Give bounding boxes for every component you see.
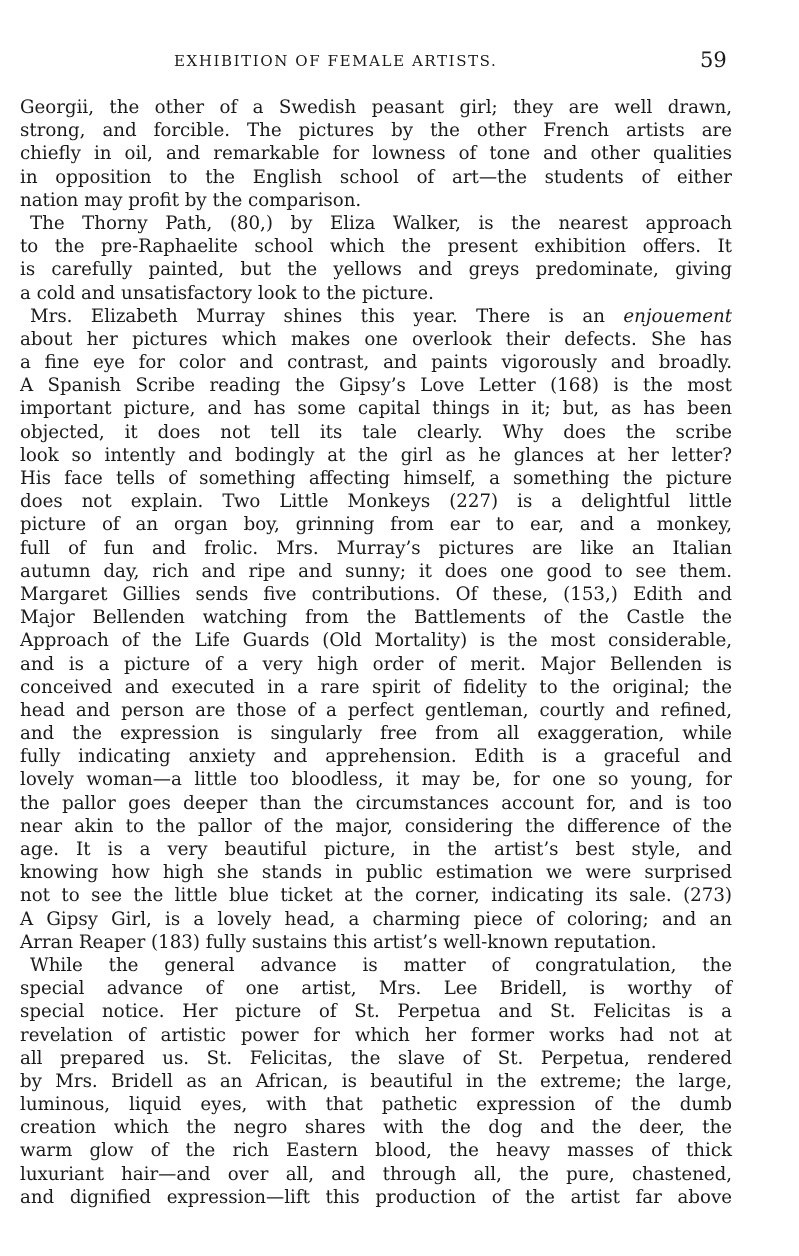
text-line: and the expression is singularly free from all exaggeration, while <box>20 723 732 745</box>
text-line: Margaret Gillies sends five contributions. Of these, (153,) Edith and <box>20 583 732 605</box>
article-body <box>20 96 732 1209</box>
text-line: luminous, liquid eyes, with that pathetic expression of the dumb <box>20 1094 732 1116</box>
text-line: autumn day, rich and ripe and sunny; it does one good to see them. <box>20 560 732 582</box>
text-line: strong, and forcible. The pictures by the other French artists are <box>20 120 732 142</box>
page-number: 59 <box>700 48 727 72</box>
text-line: and dignified expression—lift this production of the artist far above <box>20 1186 732 1208</box>
text-line: and is a picture of a very high order of merit. Major Bellenden is <box>20 653 732 675</box>
text-line: Approach of the Life Guards (Old Mortality) is the most considerable, <box>20 630 732 652</box>
text-line: full of fun and frolic. Mrs. Murray’s pictures are like an Italian <box>20 537 732 559</box>
text-line: A Spanish Scribe reading the Gipsy’s Love Letter (168) is the most <box>20 375 732 397</box>
running-head <box>0 50 799 74</box>
text-line: conceived and executed in a rare spirit of fidelity to the original; the <box>20 676 732 698</box>
text-line: chiefly in oil, and remarkable for lowness of tone and other qualities <box>20 143 732 165</box>
text-line: A Gipsy Girl, is a lovely head, a charming piece of coloring; and an <box>20 908 732 930</box>
text-line: near akin to the pallor of the major, considering the difference of the <box>20 815 732 837</box>
text-line: special notice. Her picture of St. Perpetua and St. Felicitas is a <box>20 1001 732 1023</box>
text-line: about her pictures which makes one overlook their defects. She has <box>20 328 732 350</box>
text-line: knowing how high she stands in public estimation we were surprised <box>20 862 732 884</box>
text-line: age. It is a very beautiful picture, in the artist’s best style, and <box>20 839 732 860</box>
text-line: The Thorny Path, (80,) by Eliza Walker, is the nearest approach <box>30 212 732 234</box>
text-line: not to see the little blue ticket at the corner, indicating its sale. (273) <box>20 885 732 907</box>
text-line: to the pre-Raphaelite school which the present exhibition offers. It <box>20 236 732 258</box>
text-line: objected, it does not tell its tale clearly. Why does the scribe <box>20 421 732 443</box>
text-line: the pallor goes deeper than the circumstances account for, and is too <box>20 792 732 814</box>
text-line: revelation of artistic power for which her former works had not at <box>20 1024 732 1046</box>
text-segment: Mrs. Elizabeth Murray shines this year. There is an <box>30 305 605 327</box>
text-line: a fine eye for color and contrast, and paints vigorously and broadly. <box>20 352 732 374</box>
text-line: Georgii, the other of a Swedish peasant girl; they are well drawn, <box>20 97 732 118</box>
text-line: fully indicating anxiety and apprehension. Edith is a graceful and <box>20 746 732 768</box>
text-line: lovely woman—a little too bloodless, it may be, for one so young, for <box>20 769 732 791</box>
text-line: by Mrs. Bridell as an African, is beautiful in the extreme; the large, <box>20 1070 732 1092</box>
text-line: is carefully painted, but the yellows and greys predominate, giving <box>20 259 732 281</box>
text-line: nation may profit by the comparison. <box>20 189 362 211</box>
text-line: look so intently and bodingly at the girl as he glances at her letter? <box>20 444 732 466</box>
text-line-with-italic <box>20 305 732 328</box>
text-line: Arran Reaper (183) fully sustains this artist’s well-known reputation. <box>20 931 657 953</box>
text-line: in opposition to the English school of art—the students of either <box>20 166 732 188</box>
text-line: head and person are those of a perfect gentleman, courtly and refined, <box>20 699 732 721</box>
text-line: picture of an organ boy, grinning from ear to ear, and a monkey, <box>20 514 732 536</box>
text-line: a cold and unsatisfactory look to the picture. <box>20 282 434 304</box>
text-line: creation which the negro shares with the dog and the deer, the <box>20 1117 732 1139</box>
text-line: important picture, and has some capital things in it; but, as has been <box>20 398 732 420</box>
text-line: Major Bellenden watching from the Battlements of the Castle the <box>20 607 732 629</box>
running-title: EXHIBITION OF FEMALE ARTISTS. <box>174 52 498 70</box>
italic-word: enjouement <box>623 305 732 327</box>
text-line: While the general advance is matter of congratulation, the <box>30 954 732 976</box>
text-line: His face tells of something affecting himself, a something the picture <box>20 468 732 489</box>
text-line: all prepared us. St. Felicitas, the slave of St. Perpetua, rendered <box>20 1047 732 1069</box>
text-line: does not explain. Two Little Monkeys (227) is a delightful little <box>20 491 732 513</box>
text-line: special advance of one artist, Mrs. Lee Bridell, is worthy of <box>20 978 732 1000</box>
text-line: luxuriant hair—and over all, and through all, the pure, chastened, <box>20 1163 732 1185</box>
text-line: warm glow of the rich Eastern blood, the heavy masses of thick <box>20 1140 732 1162</box>
